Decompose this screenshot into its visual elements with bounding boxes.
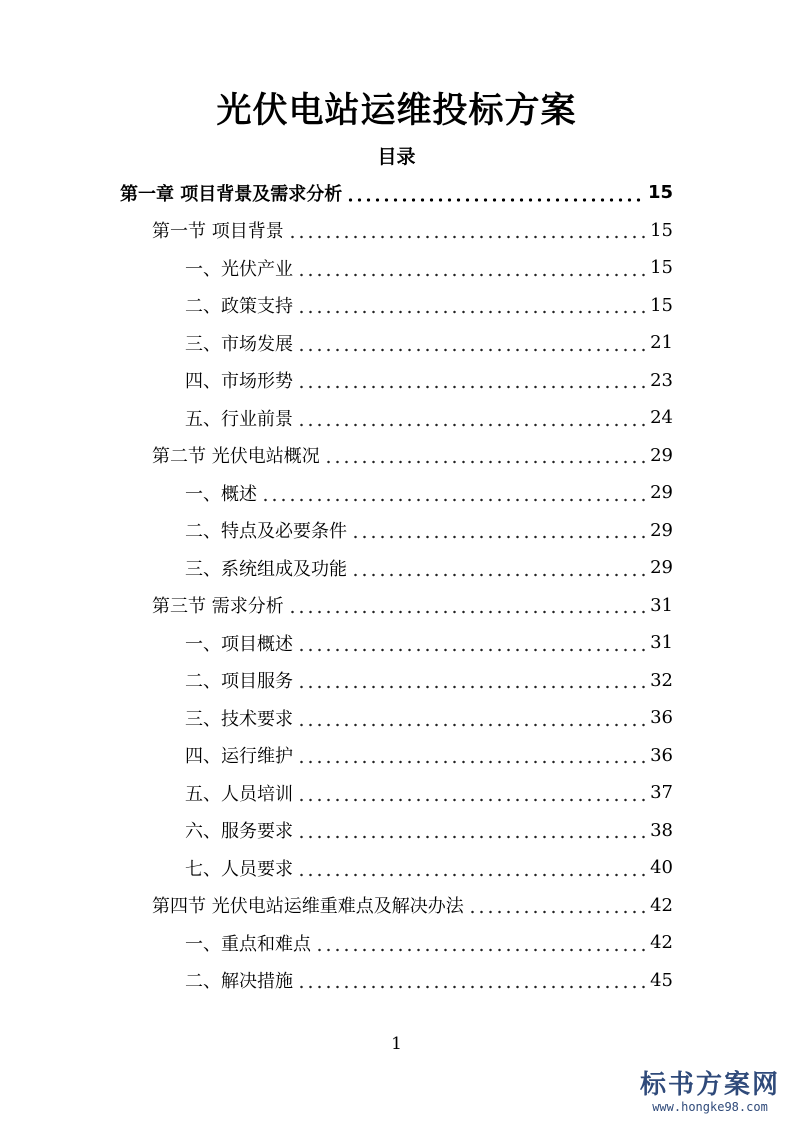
- toc-dot-leader: [288, 220, 646, 240]
- toc-entry-page-number: 40: [650, 857, 673, 879]
- toc-subsection-entry[interactable]: [185, 774, 673, 812]
- toc-dot-leader: [261, 483, 646, 503]
- toc-entry-label: 二、项目服务: [185, 671, 293, 693]
- toc-section-entry[interactable]: [152, 437, 673, 475]
- toc-subsection-entry[interactable]: [185, 249, 673, 287]
- toc-entry-label: 四、市场形势: [185, 371, 293, 393]
- watermark-logo: 标书方案网: [639, 1070, 780, 1100]
- toc-entry-label: 二、政策支持: [185, 296, 293, 318]
- toc-entry-page-number: 36: [650, 744, 673, 766]
- toc-entry-page-number: 15: [650, 294, 673, 316]
- toc-subsection-entry[interactable]: [185, 287, 673, 325]
- toc-dot-leader: [288, 595, 646, 615]
- toc-dot-leader: [297, 970, 646, 990]
- toc-subsection-entry[interactable]: [185, 549, 673, 587]
- toc-dot-leader: [297, 295, 646, 315]
- toc-entry-label: 一、重点和难点: [185, 933, 311, 955]
- toc-entry-page-number: 36: [650, 707, 673, 729]
- toc-entry-label: 一、项目概述: [185, 633, 293, 655]
- toc-subsection-entry[interactable]: [185, 324, 673, 362]
- toc-entry-label: 第一节 项目背景: [152, 221, 284, 243]
- toc-entry-page-number: 15: [647, 182, 673, 204]
- toc-section-entry[interactable]: [152, 212, 673, 250]
- toc-entry-label: 五、人员培训: [185, 783, 293, 805]
- toc-entry-page-number: 42: [650, 932, 673, 954]
- toc-subsection-entry[interactable]: [185, 737, 673, 775]
- document-title: 光伏电站运维投标方案: [216, 91, 577, 131]
- toc-section-entry[interactable]: [152, 587, 673, 625]
- toc-dot-leader: [324, 445, 646, 465]
- toc-dot-leader: [297, 745, 646, 765]
- toc-entry-page-number: 29: [650, 557, 673, 579]
- toc-dot-leader: [297, 820, 646, 840]
- toc-subsection-entry[interactable]: [185, 399, 673, 437]
- toc-entry-label: 七、人员要求: [185, 858, 293, 880]
- toc-entry-label: 三、技术要求: [185, 708, 293, 730]
- toc-subsection-entry[interactable]: [185, 849, 673, 887]
- watermark: [635, 1070, 785, 1114]
- toc-subsection-entry[interactable]: [185, 512, 673, 550]
- toc-subsection-entry[interactable]: [185, 924, 673, 962]
- toc-entry-label: 第四节 光伏电站运维重难点及解决办法: [152, 896, 464, 918]
- watermark-url: www.hongke98.com: [652, 1100, 768, 1114]
- toc-heading: 目录: [377, 146, 416, 168]
- page-number: 1: [391, 1034, 402, 1054]
- toc-entry-page-number: 29: [650, 482, 673, 504]
- toc-entry-page-number: 15: [650, 257, 673, 279]
- toc-dot-leader: [351, 520, 646, 540]
- toc-entry-label: 六、服务要求: [185, 821, 293, 843]
- toc-entry-label: 二、解决措施: [185, 971, 293, 993]
- toc-entry-page-number: 29: [650, 519, 673, 541]
- toc-subsection-entry[interactable]: [185, 662, 673, 700]
- toc-dot-leader: [297, 708, 646, 728]
- toc-entry-label: 五、行业前景: [185, 408, 293, 430]
- toc-subsection-entry[interactable]: [185, 812, 673, 850]
- toc-dot-leader: [297, 333, 646, 353]
- toc-entry-page-number: 29: [650, 444, 673, 466]
- toc-dot-leader: [297, 408, 646, 428]
- toc-subsection-entry[interactable]: [185, 699, 673, 737]
- toc-dot-leader: [468, 895, 646, 915]
- toc-dot-leader: [297, 258, 646, 278]
- toc-subsection-entry[interactable]: [185, 474, 673, 512]
- toc-entry-label: 一、概述: [185, 483, 257, 505]
- toc-subsection-entry[interactable]: [185, 962, 673, 1000]
- toc-entry-label: 三、系统组成及功能: [185, 558, 347, 580]
- toc-entry-label: 二、特点及必要条件: [185, 521, 347, 543]
- toc-entry-page-number: 24: [650, 407, 673, 429]
- toc-entry-page-number: 32: [650, 669, 673, 691]
- toc-entry-page-number: 31: [650, 632, 673, 654]
- toc-dot-leader: [351, 558, 646, 578]
- toc-entry-label: 第二节 光伏电站概况: [152, 446, 320, 468]
- toc-entry-page-number: 42: [650, 894, 673, 916]
- toc-entry-page-number: 15: [650, 219, 673, 241]
- toc-dot-leader: [297, 858, 646, 878]
- toc-dot-leader: [315, 933, 646, 953]
- toc-entry-label: 四、运行维护: [185, 746, 293, 768]
- toc-entry-label: 第三节 需求分析: [152, 596, 284, 618]
- toc-entry-page-number: 23: [650, 369, 673, 391]
- toc-subsection-entry[interactable]: [185, 624, 673, 662]
- toc-entry-label: 一、光伏产业: [185, 258, 293, 280]
- toc-section-entry[interactable]: [152, 887, 673, 925]
- toc-dot-leader: [297, 633, 646, 653]
- toc-subsection-entry[interactable]: [185, 362, 673, 400]
- toc-entry-page-number: 38: [650, 819, 673, 841]
- toc-dot-leader: [346, 183, 644, 203]
- toc-chapter-entry[interactable]: [120, 174, 673, 212]
- toc-dot-leader: [297, 783, 646, 803]
- toc-entry-page-number: 21: [650, 332, 673, 354]
- toc-entry-page-number: 37: [650, 782, 673, 804]
- toc-dot-leader: [297, 370, 646, 390]
- toc-entry-page-number: 31: [650, 594, 673, 616]
- toc-entry-label: 三、市场发展: [185, 333, 293, 355]
- toc-entry-label: 第一章 项目背景及需求分析: [120, 183, 343, 205]
- toc-entry-page-number: 45: [650, 969, 673, 991]
- toc-dot-leader: [297, 670, 646, 690]
